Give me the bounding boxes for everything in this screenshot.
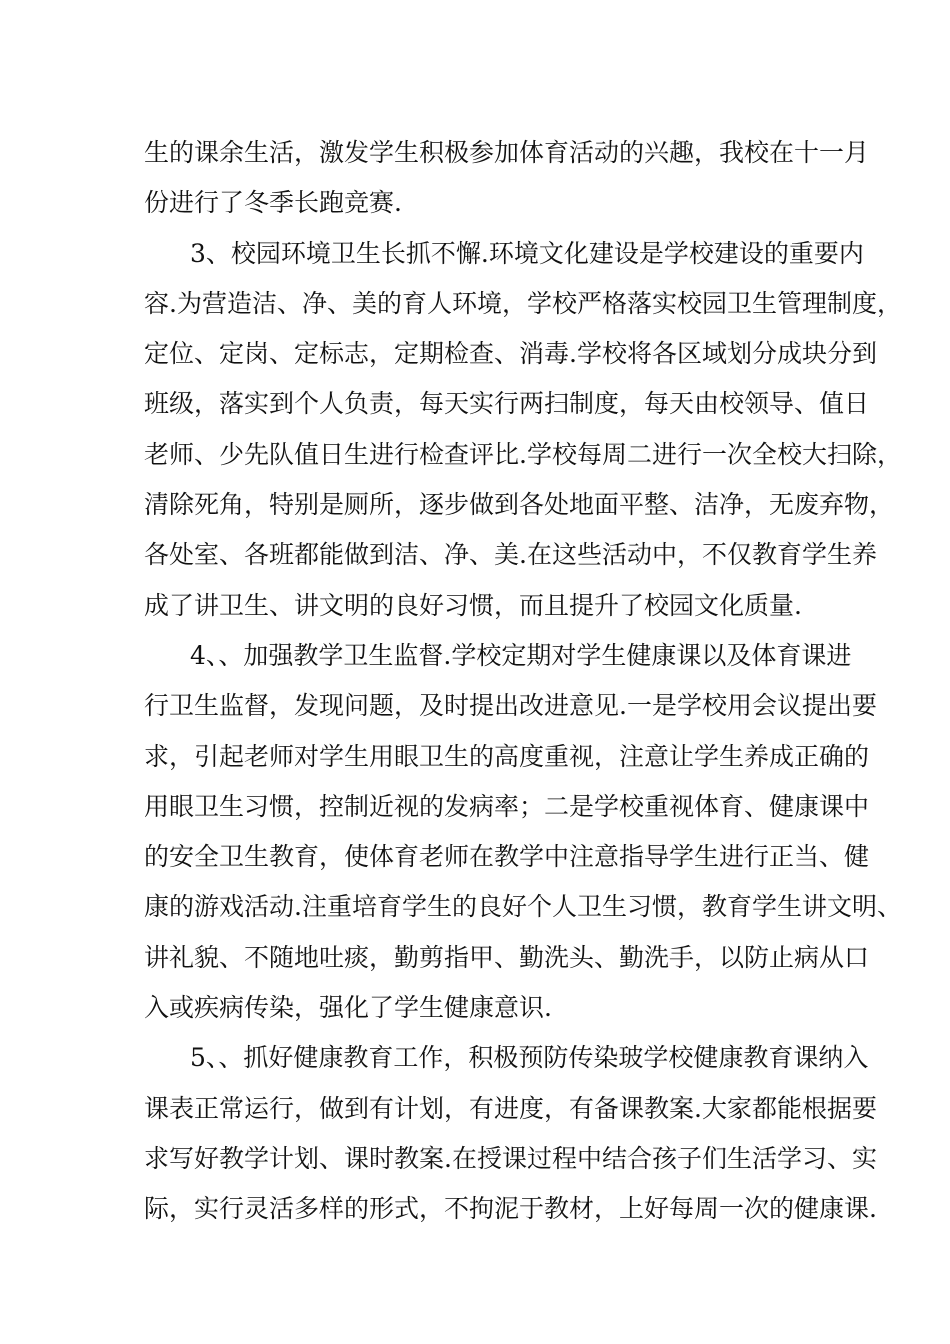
paragraph-start-line: 3、校园环境卫生长抓不懈.环境文化建设是学校建设的重要内 [190,238,864,268]
text-line: 生的课余生活，激发学生积极参加体育活动的兴趣，我校在十一月 [144,138,870,167]
text-line: 求写好教学计划、课时教案.在授课过程中结合孩子们生活学习、实 [144,1143,877,1173]
text-line: 求，引起老师对学生用眼卫生的高度重视，注意让学生养成正确的 [144,741,870,771]
text-line: 定位、定岗、定标志，定期检查、消毒.学校将各区域划分成块分到 [144,339,877,369]
text-line: 行卫生监督，发现问题，及时提出改进意见.一是学校用会议提出要 [144,691,877,721]
text-line: 际，实行灵活多样的形式，不拘泥于教材，上好每周一次的健康课. [144,1194,877,1224]
text-line: 康的游戏活动.注重培育学生的良好个人卫生习惯，教育学生讲文明、 [144,892,902,922]
body-text [144,128,902,1235]
text-line: 班级，落实到个人负责，每天实行两扫制度，每天由校领导、值日 [144,389,870,419]
text-line: 各处室、各班都能做到洁、净、美.在这些活动中，不仅教育学生养 [144,540,877,570]
paragraph-start-line: 5、、抓好健康教育工作，积极预防传染玻学校健康教育课纳入 [190,1043,869,1073]
text-line: 清除死角，特别是厕所，逐步做到各处地面平整、洁净，无废弃物， [144,490,895,520]
paragraph-start-line: 4、、加强教学卫生监督.学校定期对学生健康课以及体育课进 [190,640,852,670]
text-line: 老师、少先队值日生进行检查评比.学校每周二进行一次全校大扫除， [144,439,902,469]
text-line: 课表正常运行，做到有计划，有进度，有备课教案.大家都能根据要 [144,1093,877,1123]
text-line: 成了讲卫生、讲文明的良好习惯，而且提升了校园文化质量. [144,590,802,620]
text-line: 容.为营造洁、净、美的育人环境，学校严格落实校园卫生管理制度， [144,288,902,318]
text-line: 用眼卫生习惯，控制近视的发病率；二是学校重视体育、健康课中 [144,791,870,821]
text-line: 讲礼貌、不随地吐痰，勤剪指甲、勤洗头、勤洗手，以防止病从口 [144,942,870,972]
text-line: 份进行了冬季长跑竞赛. [144,188,402,218]
text-line: 的安全卫生教育，使体育老师在教学中注意指导学生进行正当、健 [144,842,870,872]
text-line: 入或疾病传染，强化了学生健康意识. [144,993,552,1023]
